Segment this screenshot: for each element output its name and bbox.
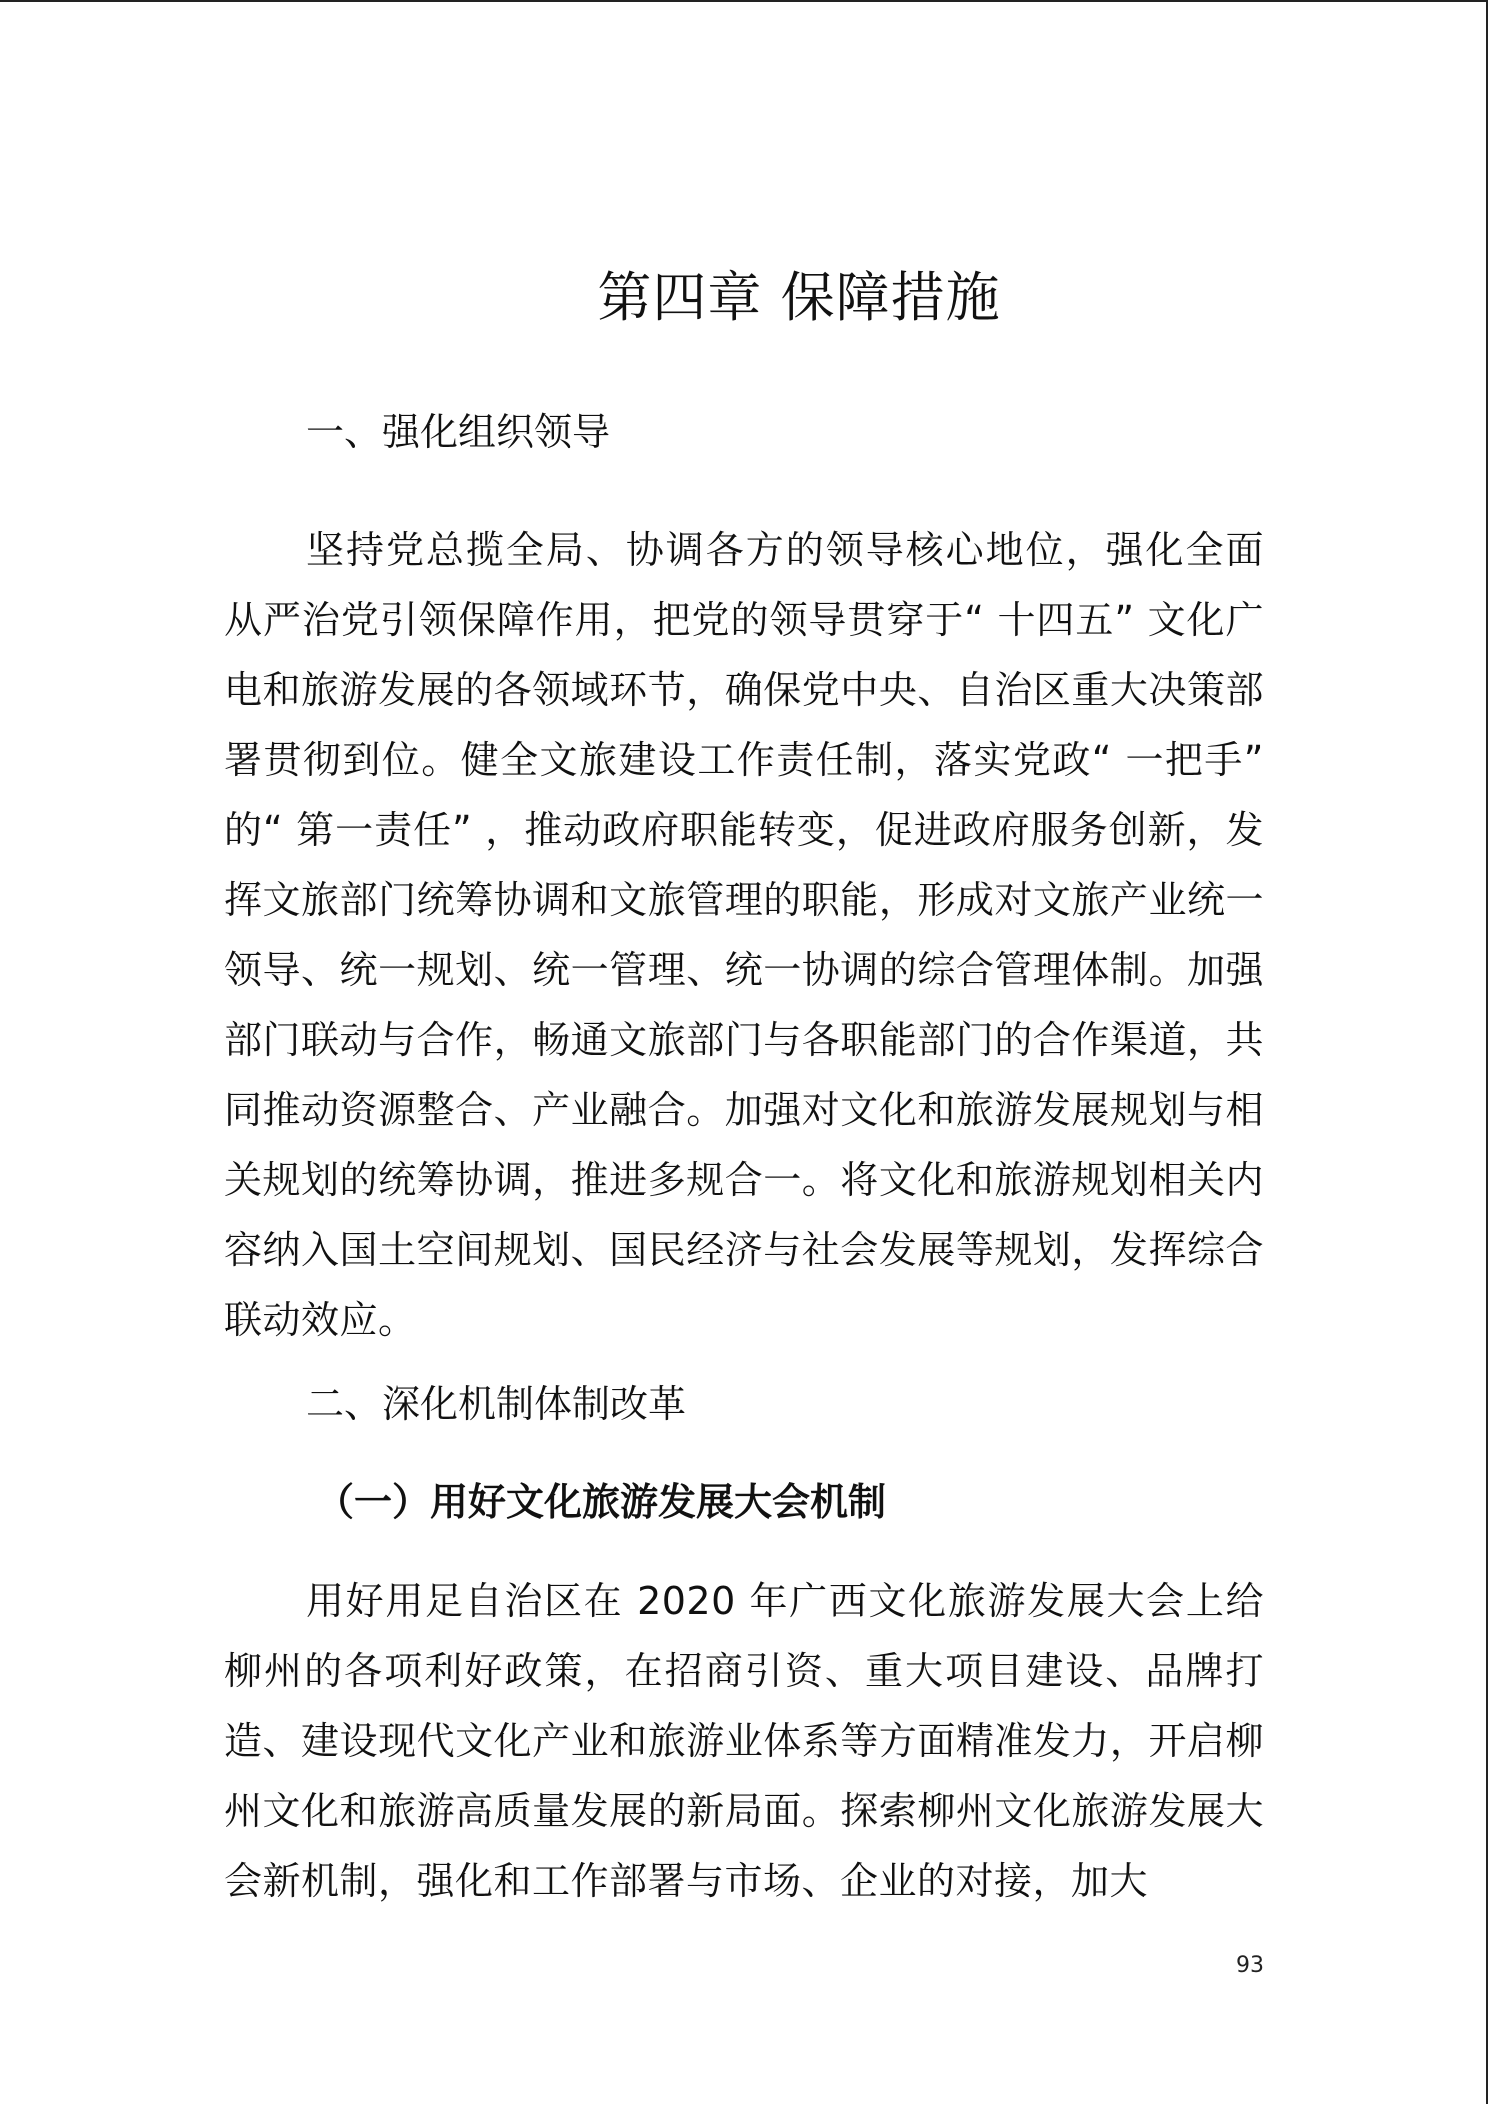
chapter-title: 第四章 保障措施: [597, 266, 1001, 329]
section-heading-organization-leadership: 一、强化组织领导: [306, 410, 611, 454]
top-border-line: [0, 0, 1488, 2]
paragraph-tourism-conference: 用好用足自治区在 2020 年广西文化旅游发展大会上给柳州的各项利好政策，在招商引资、重大项目建设、品牌打造、建设现代文化产业和旅游业体系等方面精准发力，开启柳州文化和旅游高质量发展的新局面。探索柳州文化旅游发展大会新机制，强化和工作部署与市场、企业的对接，加大: [224, 1579, 1264, 1903]
paragraph-organization-leadership: 坚持党总揽全局、协调各方的领导核心地位，强化全面从严治党引领保障作用，把党的领导贯穿于“ 十四五” 文化广电和旅游发展的各领域环节，确保党中央、自治区重大决策部署贯彻到位。健全文旅建设工作责任制，落实党政“ 一把手” 的“ 第一责任” ，推动政府职能转变，促进政府服务创新，发挥文旅部门统筹协调和文旅管理的职能，形成对文旅产业统一领导、统一规划、统一管理、统一协调的综合管理体制。加强部门联动与合作，畅通文旅部门与各职能部门的合作渠道，共同推动资源整合、产业融合。加强对文化和旅游发展规划与相关规划的统筹协调，推进多规合一。将文化和旅游规划相关内容纳入国土空间规划、国民经济与社会发展等规划，发挥综合联动效应。: [224, 528, 1264, 1342]
section-heading-mechanism-reform: 二、深化机制体制改革: [306, 1382, 687, 1426]
subsection-heading-tourism-conference: （一）用好文化旅游发展大会机制: [316, 1480, 887, 1524]
page-number: 93: [1236, 1953, 1264, 1978]
